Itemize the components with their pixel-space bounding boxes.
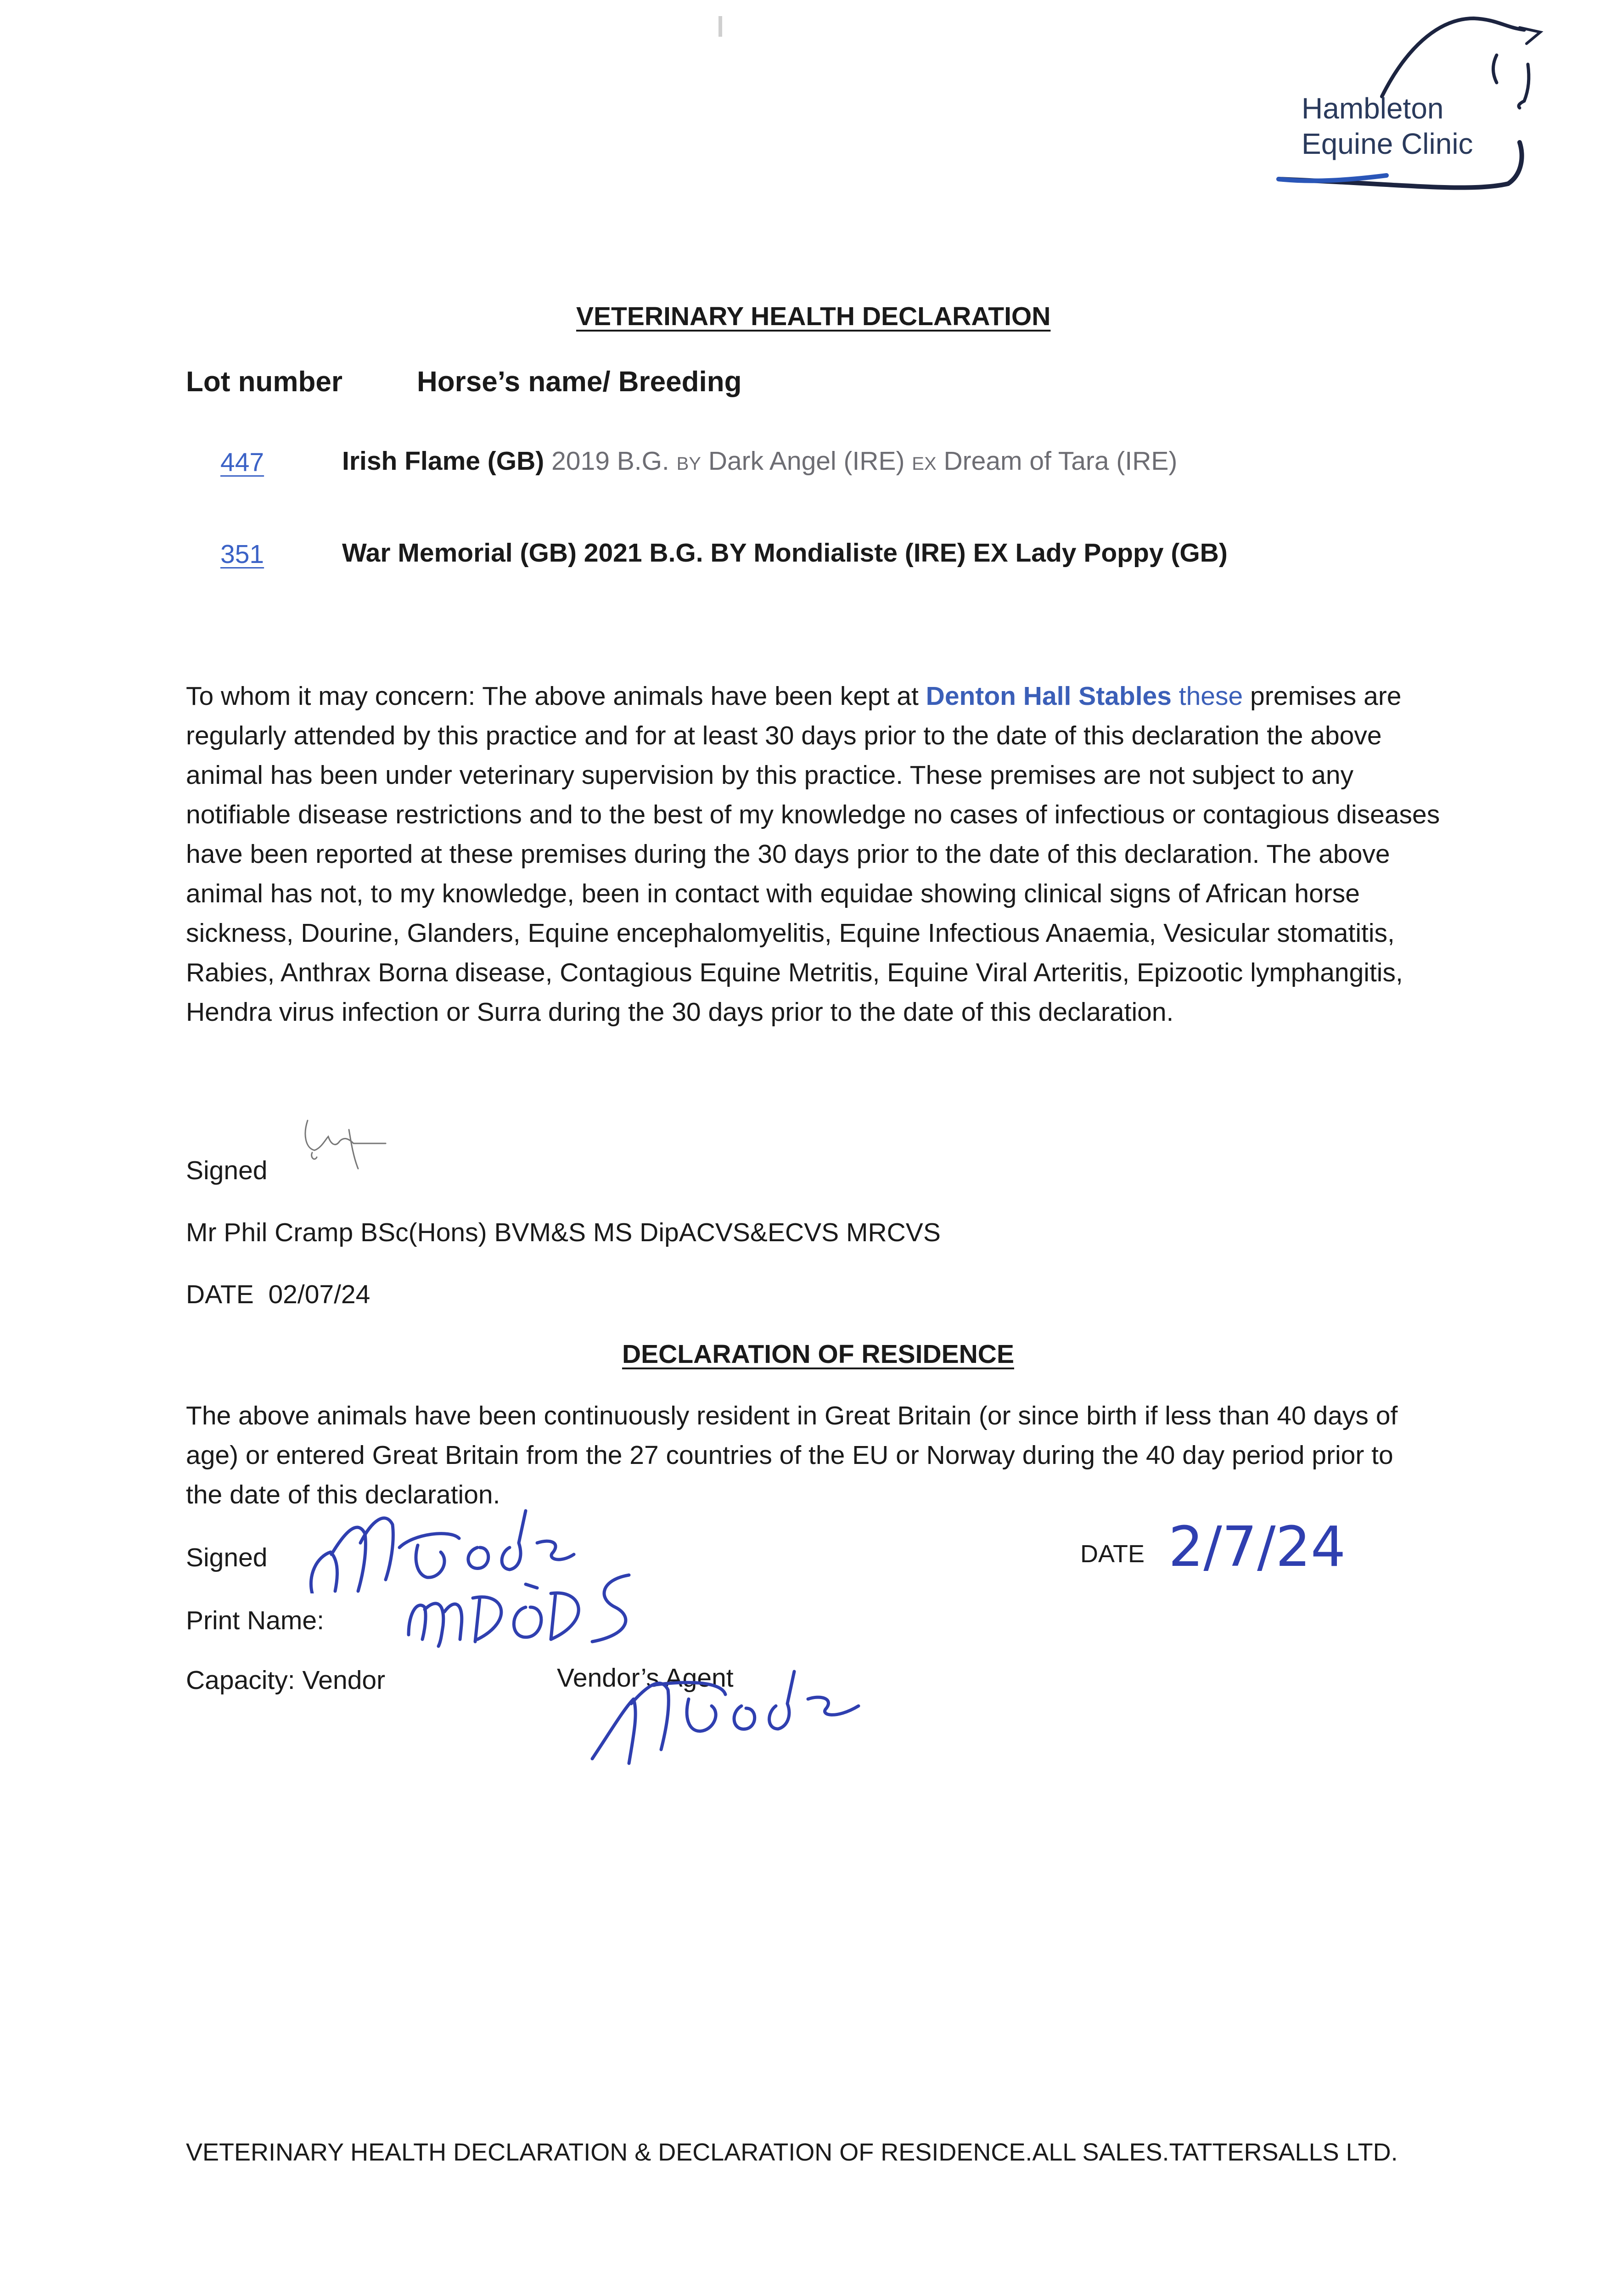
lot-number-link[interactable]: 351 — [220, 540, 264, 569]
lot-number-link[interactable]: 447 — [220, 448, 264, 477]
lot-number-header: Lot number — [186, 366, 342, 398]
dam: Dream of Tara (IRE) — [943, 446, 1178, 476]
residence-signed-label: Signed — [186, 1543, 268, 1572]
residence-title: DECLARATION OF RESIDENCE — [622, 1339, 1014, 1369]
by-label: BY — [676, 454, 701, 474]
ex-label: EX — [912, 454, 937, 474]
year-sex: 2019 B.G. — [551, 446, 669, 476]
health-declaration-text — [186, 676, 1444, 1032]
premises-name: Denton Hall Stables — [926, 681, 1172, 711]
clinic-logo — [1276, 9, 1561, 202]
vendor-signature — [303, 1502, 597, 1593]
declaration-these: these — [1171, 681, 1243, 711]
vet-name: Mr Phil Cramp BSc(Hons) BVM&S MS DipACVS&ECVS MRCVS — [186, 1218, 941, 1247]
horse-name: Irish Flame (GB) — [342, 446, 544, 476]
logo-line-1: Hambleton — [1302, 92, 1444, 125]
declaration-body: premises are regularly attended by this practice and for at least 30 days prior to the date of this declaration the above animal has been under veterinary supervision by this practice. These premises are not subject to any notifiable disease restrictions and to the best of my knowledge no cases of infectious or contagious diseases have been reported at these premises during the 30 days prior to the date of this declaration. The above animal has not, to my knowledge, been in contact with equidae showing clinical signs of African horse sickness, Dourine, Glanders, Equine encephalomyelitis, Equine Infectious Anaemia, Vesicular stomatitis, Rabies, Anthrax Borna disease, Contagious Equine Metritis, Equine Viral Arteritis, Epizootic lymphangitis, Hendra virus infection or Surra during the 30 days prior to the date of this declaration. — [186, 681, 1440, 1027]
agent-signature — [583, 1662, 877, 1768]
vet-signed-label: Signed — [186, 1156, 268, 1185]
lot-pedigree: War Memorial (GB) 2021 B.G. BY Mondialiste (IRE) EX Lady Poppy (GB) — [342, 538, 1228, 568]
logo-line-2: Equine Clinic — [1302, 127, 1473, 160]
capacity-label: Capacity: Vendor — [186, 1666, 386, 1695]
residence-date-value: 2/7/24 — [1168, 1515, 1346, 1579]
scan-mark — [718, 16, 722, 37]
vet-date: DATE 02/07/24 — [186, 1280, 370, 1309]
footer-text: VETERINARY HEALTH DECLARATION & DECLARATION OF RESIDENCE.ALL SALES.TATTERSALLS LTD. — [186, 2138, 1398, 2166]
residence-text: The above animals have been continuously resident in Great Britain (or since birth if less than 40 days of age) or entered Great Britain from the 27 countries of the EU or Norway during the 40 day period prior to the date of this declaration. — [186, 1401, 1398, 1509]
agent-label: Vendor’s Agent — [557, 1663, 734, 1693]
residence-date-label: DATE — [1080, 1540, 1145, 1568]
declaration-intro: To whom it may concern: The above animals have been kept at — [186, 681, 926, 711]
print-name-label: Print Name: — [186, 1606, 324, 1635]
horse-name-header: Horse’s name/ Breeding — [417, 366, 742, 398]
page-title: VETERINARY HEALTH DECLARATION — [576, 302, 1051, 331]
vet-signature — [294, 1111, 399, 1171]
lot-pedigree — [342, 445, 1177, 477]
sire: Dark Angel (IRE) — [708, 446, 905, 476]
